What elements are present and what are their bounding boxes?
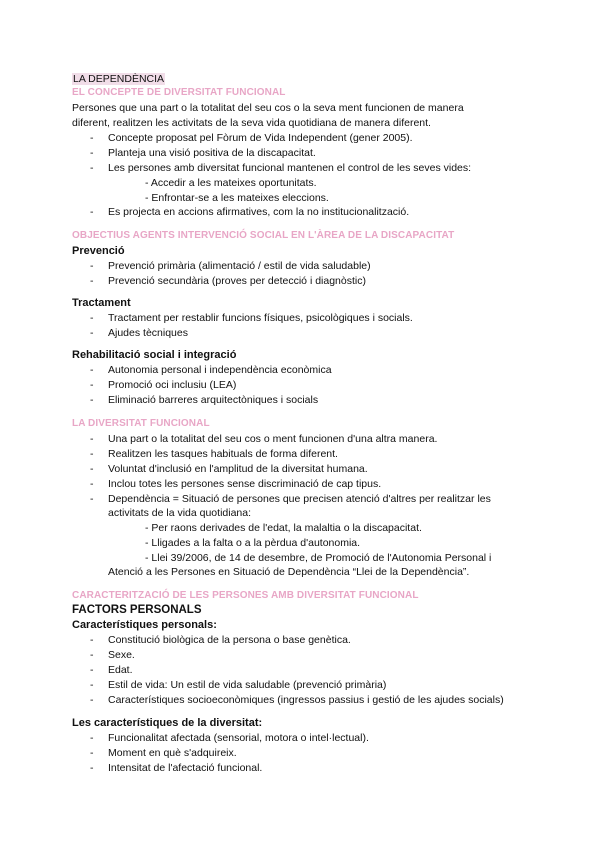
list-item-continuation: activitats de la vida quotidiana: <box>108 507 252 519</box>
list-item: - Tractament per restablir funcions físiques, psicològiques i socials. <box>90 312 413 324</box>
list-item: - Es projecta en accions afirmatives, com la no institucionalització. <box>90 206 410 218</box>
subheading-diversitat: Les característiques de la diversitat: <box>72 717 263 729</box>
sub-list-item: - Enfrontar-se a les mateixes eleccions. <box>145 192 329 204</box>
list-item: - Constitució biològica de la persona o base genètica. <box>90 634 351 646</box>
sub-list-item: - Accedir a les mateixes oportunitats. <box>145 177 317 189</box>
list-item: - Realitzen les tasques habituals de forma diferent. <box>90 448 338 460</box>
section-heading-objectives: OBJECTIUS AGENTS INTERVENCIÓ SOCIAL EN L'ÀREA DE LA DISCAPACITAT <box>72 230 455 241</box>
subheading-caracteristiques: Característiques personals: <box>72 619 217 631</box>
sub-list-item: - Llei 39/2006, de 14 de desembre, de Promoció de l'Autonomia Personal i <box>145 552 492 564</box>
title-highlight: LA DEPENDÈNCIA <box>73 73 165 85</box>
list-item: - Una part o la totalitat del seu cos o ment funcionen d'una altra manera. <box>90 433 438 445</box>
list-item: - Edat. <box>90 664 133 676</box>
sub-list-item: - Per raons derivades de l'edat, la malaltia o la discapacitat. <box>145 522 422 534</box>
list-item: - Prevenció secundària (proves per detecció i diagnòstic) <box>90 275 366 287</box>
sub-list-item: - Lligades a la falta o a la pèrdua d'autonomia. <box>145 537 361 549</box>
section-heading-diversitat: LA DIVERSITAT FUNCIONAL <box>72 418 210 429</box>
list-item: - Funcionalitat afectada (sensorial, motora o intel·lectual). <box>90 732 369 744</box>
list-item: - Característiques socioeconòmiques (ingressos passius i gestió de les ajudes socials) <box>90 694 504 706</box>
list-item: - Prevenció primària (alimentació / estil de vida saludable) <box>90 260 371 272</box>
subheading-rehabilitacio: Rehabilitació social i integració <box>72 349 237 361</box>
list-item: - Les persones amb diversitat funcional mantenen el control de les seves vides: <box>90 162 472 174</box>
list-item: - Estil de vida: Un estil de vida saludable (prevenció primària) <box>90 679 387 691</box>
list-item: - Planteja una visió positiva de la discapacitat. <box>90 147 316 159</box>
list-item: - Dependència = Situació de persones que precisen atenció d'altres per realitzar les <box>90 493 491 505</box>
list-item: - Moment en què s'adquireix. <box>90 747 237 759</box>
section-heading-concept: EL CONCEPTE DE DIVERSITAT FUNCIONAL <box>72 87 286 98</box>
sub-list-item-continuation: Atenció a les Persones en Situació de Dependència “Llei de la Dependència”. <box>108 566 470 578</box>
paragraph-line: diferent, realitzen les activitats de la seva vida quotidiana de manera diferent. <box>72 117 431 129</box>
list-item: - Ajudes tècniques <box>90 327 188 339</box>
subheading-tractament: Tractament <box>72 297 131 309</box>
list-item: - Inclou totes les persones sense discriminació de cap tipus. <box>90 478 382 490</box>
list-item: - Concepte proposat pel Fòrum de Vida Independent (gener 2005). <box>90 132 413 144</box>
document-title <box>72 72 165 86</box>
list-item: - Voluntat d'inclusió en l'amplitud de la diversitat humana. <box>90 463 368 475</box>
list-item: - Promoció oci inclusiu (LEA) <box>90 379 237 391</box>
heading-factors-personals: FACTORS PERSONALS <box>72 604 202 616</box>
list-item: - Eliminació barreres arquitectòniques i socials <box>90 394 319 406</box>
list-item: - Intensitat de l'afectació funcional. <box>90 762 263 774</box>
list-item: - Autonomia personal i independència econòmica <box>90 364 332 376</box>
subheading-prevencio: Prevenció <box>72 245 125 257</box>
paragraph-line: Persones que una part o la totalitat del seu cos o la seva ment funcionen de manera <box>72 102 464 114</box>
section-heading-caracteritzacio: CARACTERITZACIÓ DE LES PERSONES AMB DIVERSITAT FUNCIONAL <box>72 590 419 601</box>
list-item: - Sexe. <box>90 649 135 661</box>
